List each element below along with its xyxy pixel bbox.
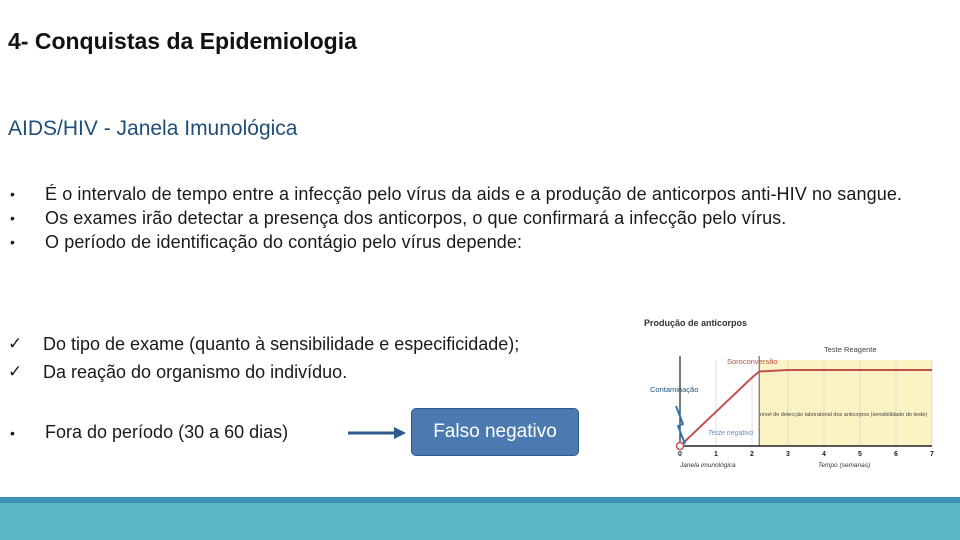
x-tick-label: 5 <box>858 451 862 458</box>
check-text: Da reação do organismo do indivíduo. <box>43 362 348 382</box>
annotation-teste-reagente: Teste Reagente <box>824 345 877 354</box>
annotation-janela: Janela imunológica <box>680 462 736 469</box>
check-text: Do tipo de exame (quanto à sensibilidade e especificidade); <box>43 334 520 354</box>
checkmark-icon: ✓ <box>8 334 23 353</box>
slide-subtitle: AIDS/HIV - Janela Imunológica <box>8 117 298 140</box>
x-tick-label: 2 <box>750 451 754 458</box>
bullet-icon: • <box>10 234 15 250</box>
annotation-soroconversao: Soroconversão <box>727 357 778 366</box>
bullet-item <box>8 230 948 254</box>
contamination-point <box>677 443 684 450</box>
bullet-icon: • <box>10 186 15 202</box>
footer-bar <box>0 503 960 540</box>
annotation-contaminacao: Contaminação <box>650 385 699 394</box>
false-negative-button[interactable]: Falso negativo <box>411 408 579 456</box>
annotation-teste-negativo: Teste negativo <box>708 430 754 437</box>
bullet-text: Os exames irão detectar a presença dos anticorpos, o que confirmará a infecção pelo vírus. <box>45 208 787 228</box>
detection-zone <box>759 360 932 446</box>
bullet-item <box>8 182 948 206</box>
check-item <box>8 330 519 358</box>
bullet-text: Fora do período (30 a 60 dias) <box>45 422 289 442</box>
bullet-text: O período de identificação do contágio pelo vírus depende: <box>45 232 523 252</box>
slide-title: 4- Conquistas da Epidemiologia <box>8 28 357 54</box>
x-tick-label: 7 <box>930 451 934 458</box>
bullet-text: É o intervalo de tempo entre a infecção pelo vírus da aids e a produção de anticorpos anti-HIV no sangue. <box>45 184 903 204</box>
checkmark-icon: ✓ <box>8 362 23 381</box>
x-tick-label: 1 <box>714 451 718 458</box>
x-tick-label: 0 <box>678 451 682 458</box>
x-axis-label: Tempo (semanas) <box>818 462 871 469</box>
bullet-item <box>8 422 288 443</box>
annotation-nivel: nível de detecção laboratorial dos anticorpos (sensibilidade do teste) <box>760 412 928 418</box>
bullet-list <box>8 182 948 254</box>
check-item <box>8 358 519 386</box>
bullet-icon: • <box>10 424 15 441</box>
antibody-chart <box>632 312 942 474</box>
bullet-item <box>8 206 948 230</box>
x-tick-label: 3 <box>786 451 790 458</box>
x-tick-label: 4 <box>822 451 826 458</box>
arrow-right-icon <box>348 425 406 441</box>
bullet-icon: • <box>10 210 15 226</box>
x-tick-label: 6 <box>894 451 898 458</box>
check-list <box>8 330 519 386</box>
chart-title: Produção de anticorpos <box>644 318 748 328</box>
